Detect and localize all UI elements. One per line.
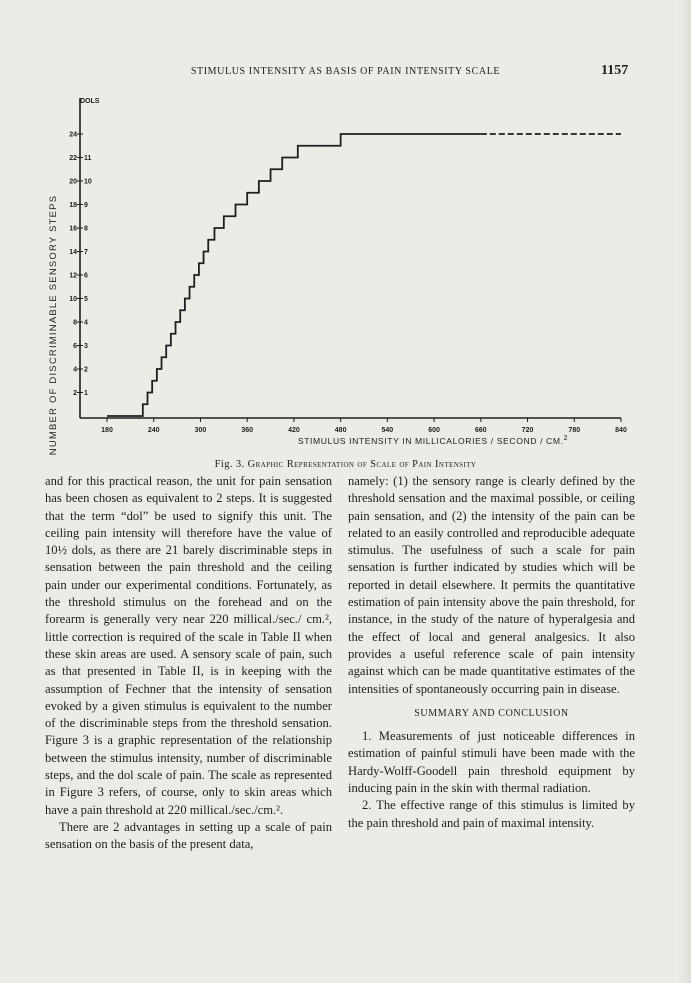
x-axis-label-superscript: 2 <box>563 435 569 442</box>
x-tick-label: 600 <box>428 427 440 434</box>
y-tick-label: 16 <box>69 225 77 233</box>
running-title: STIMULUS INTENSITY AS BASIS OF PAIN INTENSITY SCALE <box>190 66 501 77</box>
dol-axis-label: DOLS <box>80 98 100 105</box>
summary-paragraph: 2. The effective range of this stimulus is limited by the pain threshold and pain of maximal intensity. <box>348 798 635 830</box>
dol-tick-label: 11 <box>84 155 92 162</box>
dol-tick-label: 7 <box>84 249 88 256</box>
body-paragraph: There are 2 advantages in setting up a scale of pain sensation on the basis of the present data, <box>45 819 332 852</box>
figure-caption <box>0 459 691 470</box>
dol-tick-label: 5 <box>84 296 88 303</box>
dol-tick-label: 3 <box>84 343 88 350</box>
right-text-column <box>348 473 635 832</box>
step-chart <box>0 88 691 460</box>
x-tick-label: 240 <box>147 427 160 434</box>
y-axis-label: NUMBER OF DISCRIMINABLE SENSORY STEPS <box>48 194 59 456</box>
x-tick-label: 300 <box>194 427 207 434</box>
body-paragraph: namely: (1) the sensory range is clearly defined by the threshold sensation and the maximal possible, or ceiling pain sensation, and (2) the intensity of the pain can be related to an easily controlled and reproducible adequate stimulus. The usefulness of such a scale for pain sensation is further indicated by studies which will be reported in detail elsewhere. It permits the quantitative estimation of pain intensity above the pain threshold, for instance, in the study of the nature of hyperalgesia and the effect of local and general analgesics. It also provides a useful reference scale of pain intensity against which can be made quantitative estimates of the intensities of spontaneously occurring pain in disease. <box>348 474 635 696</box>
x-tick-label: 480 <box>334 427 347 434</box>
dol-tick-label: 2 <box>84 366 88 374</box>
chart-series <box>107 134 621 416</box>
dol-tick-label: 10 <box>84 178 92 186</box>
x-axis-label-text: STIMULUS INTENSITY IN MILLICALORIES / SECOND / CM. <box>297 436 564 446</box>
summary-paragraph: 1. Measurements of just noticeable differences in estimation of painful stimuli have been made with the Hardy-Wolff-Goodell pain threshold equipment by inducing pain in the skin with thermal radiation. <box>348 729 635 796</box>
step-series-line <box>107 134 481 416</box>
y-tick-label: 8 <box>73 319 77 327</box>
y-tick-label: 18 <box>69 202 77 209</box>
y-tick-label: 20 <box>69 178 77 186</box>
x-tick-label: 360 <box>241 427 254 434</box>
y-tick-label: 14 <box>69 249 77 256</box>
page-edge-shadow <box>677 0 691 983</box>
dol-tick-label: 9 <box>84 202 88 209</box>
dol-tick-label: 6 <box>84 272 88 280</box>
chart-axes <box>80 98 621 418</box>
x-tick-label: 420 <box>288 427 300 434</box>
x-tick-label: 180 <box>101 427 113 434</box>
body-paragraph: and for this practical reason, the unit for pain sensation has been chosen as equivalent to 2 steps. It is suggested that the term “dol” be used to signify this unit. The ceiling pain intensity will therefore have the value of 10½ dols, as there are 21 barely discriminable steps in sensation between the pain threshold and the ceiling pain under our experimental conditions. Fortunately, as the threshold stimulus on the forehead and on the forearm is generally very near 220 millical./sec./ cm.², little correction is required of the scale in Table II when these skin areas are used. A sensory scale of pain, such as that presented in Table II, is in keeping with the assumption of Fechner that the intensity of sensation evoked by a given stimulus is equivalent to the number of the discriminable steps from the threshold sensation. Figure 3 is a graphic representation of the relationship between the stimulus intensity, number of discriminable steps, and the dol scale of pain. The scale as represented in Figure 3 refers, of course, only to skin areas which have a pain threshold at 220 millical./sec./cm.². <box>45 474 332 817</box>
section-heading: SUMMARY AND CONCLUSION <box>414 707 569 719</box>
figure-caption-prefix: Fig. 3. <box>214 459 245 470</box>
dol-tick-label: 4 <box>84 319 88 327</box>
x-tick-label: 540 <box>381 427 394 434</box>
y-tick-label: 24 <box>69 131 77 139</box>
x-tick-label: 660 <box>474 427 487 434</box>
x-axis-label <box>298 435 568 446</box>
left-text-column <box>45 473 332 854</box>
dol-tick-label: 1 <box>84 390 88 397</box>
x-tick-label: 840 <box>615 427 627 434</box>
x-tick-label: 720 <box>521 427 534 434</box>
dol-tick-label: 8 <box>84 225 88 233</box>
y-tick-label: 6 <box>73 343 77 350</box>
y-tick-label: 10 <box>69 296 77 303</box>
y-tick-label: 4 <box>73 366 77 374</box>
x-tick-label: 780 <box>568 427 581 434</box>
figure-caption-text: Graphic Representation of Scale of Pain Intensity <box>247 459 477 470</box>
y-tick-label: 22 <box>69 155 77 162</box>
y-tick-label: 12 <box>69 272 77 280</box>
y-tick-label: 2 <box>73 390 77 397</box>
page-number: 1157 <box>601 63 629 78</box>
